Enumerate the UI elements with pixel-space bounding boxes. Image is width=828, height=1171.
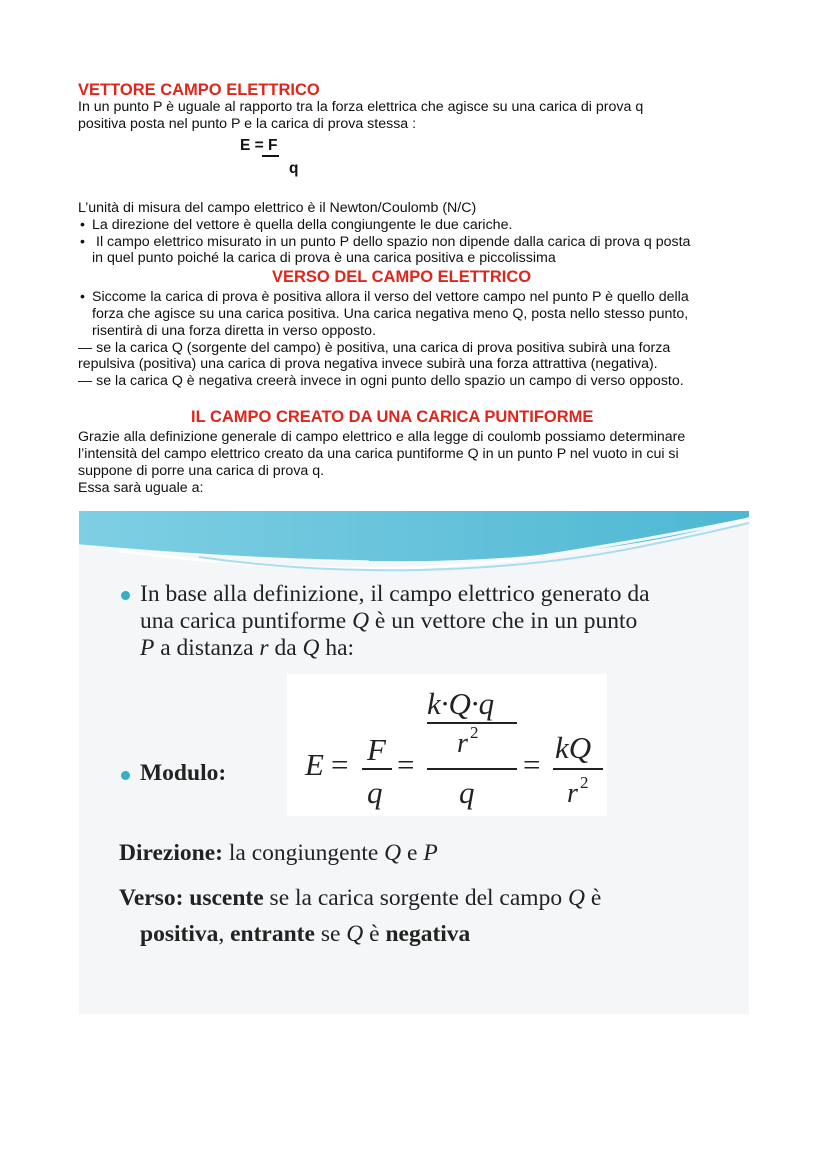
fraction-bar	[553, 768, 603, 770]
formula-numerator	[240, 137, 277, 155]
formula-denominator: q	[289, 160, 299, 177]
section-title-campo-puntiforme: IL CAMPO CREATO DA UNA CARICA PUNTIFORME	[191, 408, 594, 426]
paragraph-line: Essa sarà uguale a:	[78, 480, 204, 496]
formula-r: r	[567, 778, 578, 809]
section-title-verso: VERSO DEL CAMPO ELETTRICO	[272, 268, 532, 286]
formula-kq: kQ	[555, 730, 592, 765]
paragraph-line: suppone di porre una carica di prova q.	[78, 463, 325, 479]
unit-line: L’unità di misura del campo elettrico è il Newton/Coulomb (N/C)	[78, 200, 477, 216]
fraction-bar	[427, 768, 517, 770]
fraction-bar	[362, 768, 392, 770]
modulo-label: Modulo:	[140, 760, 227, 786]
bullet-text: risentirà di una forza diretta in verso opposto.	[92, 323, 376, 339]
slide-def-line: In base alla definizione, il campo elettrico generato da	[140, 581, 650, 607]
dash-item: — se la carica Q è negativa creerà invece in ogni punto dello spazio un campo di verso opposto.	[78, 373, 684, 389]
slide-def-line: una carica puntiforme Q è un vettore che in un punto	[140, 608, 638, 634]
bullet-dot: •	[80, 234, 85, 250]
slide-image	[79, 511, 749, 1014]
intro-line: In un punto P è uguale al rapporto tra la forza elettrica che agisce su una carica di prova q	[78, 99, 644, 115]
dash-item: repulsiva (positiva) una carica di prova negativa invece subirà una forza attrattiva (negativa).	[78, 356, 658, 372]
slide-wave-header	[79, 511, 749, 591]
bullet-text: Siccome la carica di prova è positiva allora il verso del vettore campo nel punto P è quello della	[92, 289, 689, 305]
formula-exp: 2	[580, 773, 589, 792]
formula-kqq: k·Q·q	[427, 686, 495, 721]
direzione-line: Direzione: la congiungente Q e P	[119, 840, 438, 866]
bullet-dot: •	[80, 289, 85, 305]
fraction-bar	[262, 155, 279, 157]
formula-e: E	[305, 747, 324, 782]
dash-item: — se la carica Q (sorgente del campo) è positiva, una carica di prova positiva subirà una forza	[78, 340, 671, 356]
formula-r: r	[457, 728, 468, 759]
paragraph-line: l’intensità del campo elettrico creato da una carica puntiforme Q in un punto P nel vuoto in cui si	[78, 446, 679, 462]
modulo-formula	[287, 674, 607, 816]
verso-line: Verso: uscente se la carica sorgente del campo Q è	[119, 885, 602, 911]
slide-bullet-icon	[121, 771, 130, 780]
bullet-text: La direzione del vettore è quella della congiungente le due cariche.	[92, 217, 513, 233]
paragraph-line: Grazie alla definizione generale di campo elettrico e alla legge di coulomb possiamo determinare	[78, 429, 686, 445]
formula-exp: 2	[470, 723, 479, 742]
bullet-text: in quel punto poiché la carica di prova è una carica positiva e piccolissima	[92, 250, 556, 266]
formula-eq: =	[397, 747, 415, 782]
slide-def-line: P a distanza r da Q ha:	[140, 635, 355, 661]
slide-bullet-icon	[121, 591, 130, 600]
bullet-text: Il campo elettrico misurato in un punto P dello spazio non dipende dalla carica di prova q posta	[96, 234, 691, 250]
formula-q: q	[459, 775, 475, 810]
section-title-vettore: VETTORE CAMPO ELETTRICO	[78, 81, 320, 99]
formula-lhs: E = F	[240, 137, 278, 154]
formula-eq: =	[523, 747, 541, 782]
verso-line: positiva, entrante se Q è negativa	[140, 921, 471, 947]
formula-q: q	[367, 775, 383, 810]
formula-eq: =	[331, 747, 349, 782]
intro-line: positiva posta nel punto P e la carica di prova stessa :	[78, 116, 417, 132]
bullet-dot: •	[80, 217, 85, 233]
formula-f: F	[367, 732, 386, 767]
bullet-text: forza che agisce su una carica positiva. Una carica negativa meno Q, posta nello stesso punto,	[92, 306, 689, 322]
